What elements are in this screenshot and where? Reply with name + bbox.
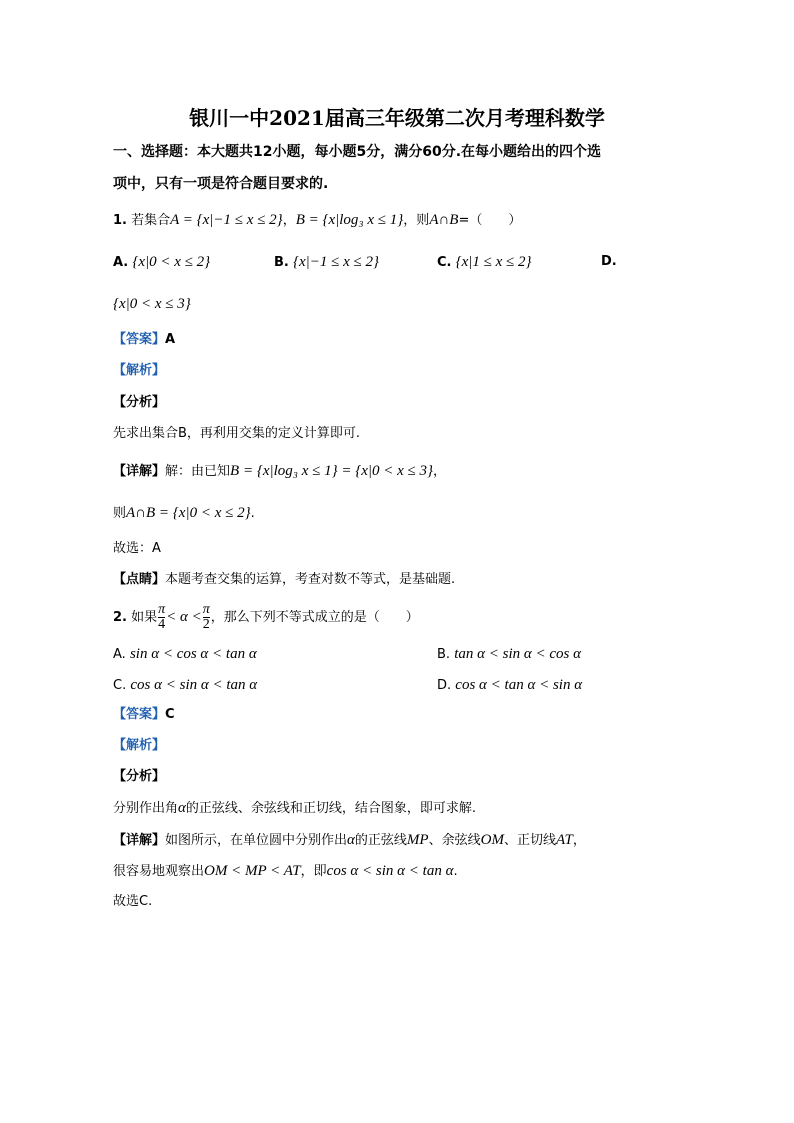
- q2-option-c: [113, 675, 257, 696]
- q2-option-c-label: C.: [113, 678, 127, 693]
- q1-option-c-label: C.: [437, 255, 452, 270]
- q1-stem-post: ，则: [403, 213, 430, 228]
- q2-answer-tag: 【答案】: [113, 707, 166, 722]
- q2-lt: < α <: [166, 609, 202, 625]
- q1-detail-pre: 解：由已知: [165, 464, 231, 479]
- q2-fenxi-alpha: α: [178, 800, 186, 816]
- q2-detail: [113, 830, 586, 851]
- q2-answer-value: C: [165, 707, 175, 722]
- q1-option-d-text: {x|0 < x ≤ 3}: [113, 296, 191, 312]
- q2-choose: 故选C.: [113, 894, 153, 909]
- q1-fenxi: [113, 393, 165, 413]
- q2-line2-mid: ，即: [300, 864, 327, 879]
- q1-detail: [113, 461, 446, 482]
- q2-option-a-label: A.: [113, 647, 126, 662]
- q1-paren: =（ ）: [458, 213, 522, 228]
- q2-option-d-text: cos α < tan α < sin α: [455, 677, 583, 693]
- q2-stem-post: ，那么下列不等式成立的是（ ）: [210, 610, 419, 625]
- q1-choose: 故选：A: [113, 541, 161, 556]
- q2-detail-text2: 的正弦线: [354, 833, 407, 848]
- q1-option-d-label-wrap: [601, 252, 617, 272]
- q1-option-c: [437, 252, 532, 273]
- q1-detail-2: [113, 503, 255, 524]
- q2-option-b: [437, 644, 581, 665]
- q1-dianjing-tag: 【点睛】: [113, 572, 166, 587]
- q2-answer: [113, 705, 175, 725]
- q2-frac1-den: 4: [158, 617, 166, 632]
- section-heading-line2: 项中，只有一项是符合题目要求的.: [113, 176, 329, 192]
- q1-answer-value: A: [165, 332, 176, 347]
- q2-detail-text1: 如图所示，在单位圆中分别作出: [165, 833, 348, 848]
- q1-option-a-text: {x|0 < x ≤ 2}: [132, 254, 211, 270]
- q2-fenxi-tag: 【分析】: [113, 769, 166, 784]
- q2-option-a-text: sin α < cos α < tan α: [129, 646, 257, 662]
- q2-option-b-text: tan α < sin α < cos α: [454, 646, 581, 662]
- q1-set-b: B = {x|log₃ x ≤ 1}: [295, 212, 404, 228]
- q2-fenxi-post: 的正弦线、余弦线和正切线，结合图象，即可求解.: [185, 801, 477, 816]
- q1-detail-post: ，: [433, 464, 447, 479]
- q2-fenxi: [113, 767, 165, 787]
- q2-line2-math: OM < MP < AT: [204, 863, 301, 879]
- q2-frac2-den: 2: [202, 617, 210, 632]
- q2-frac-pi-4: [158, 603, 165, 632]
- q1-set-a: A = {x|−1 ≤ x ≤ 2}: [170, 212, 283, 228]
- q1-option-b-label: B.: [274, 255, 289, 270]
- q2-option-d: [437, 675, 582, 696]
- q1-answer: [113, 330, 175, 350]
- q1-stem-pre: 若集合: [131, 213, 171, 228]
- q2-analysis: [113, 736, 165, 756]
- q1-detail-tag: 【详解】: [113, 464, 166, 479]
- q2-detail-text5: ，: [572, 833, 586, 848]
- q1-dianjing: [113, 570, 455, 590]
- page-title: 银川一中2021届高三年级第二次月考理科数学: [189, 106, 605, 130]
- q1-option-b: [274, 252, 379, 273]
- q1-detail2-post: .: [250, 506, 255, 521]
- q1-fenxi-text: 先求出集合B，再利用交集的定义计算即可.: [113, 426, 361, 441]
- q1-stem: [113, 210, 521, 231]
- q1-fenxi-tag: 【分析】: [113, 395, 166, 410]
- q2-line2-post: .: [453, 864, 458, 879]
- q2-option-c-text: cos α < sin α < tan α: [130, 677, 258, 693]
- q1-option-d: [113, 294, 191, 315]
- q2-detail-text4: 、正切线: [503, 833, 556, 848]
- q1-detail-math: B = {x|log₃ x ≤ 1} = {x|0 < x ≤ 3}: [230, 463, 434, 479]
- q1-option-c-text: {x|1 ≤ x ≤ 2}: [455, 254, 532, 270]
- q2-detail-2: [113, 861, 458, 882]
- q2-detail-om: OM: [480, 832, 504, 848]
- q1-comma: ，: [282, 213, 296, 228]
- q2-frac2-num: π: [202, 602, 210, 617]
- q1-expr: A∩B: [429, 212, 459, 228]
- q2-fenxi-text: [113, 798, 476, 819]
- q2-line2-pre: 很容易地观察出: [113, 864, 205, 879]
- q2-fenxi-pre: 分别作出角: [113, 801, 179, 816]
- q1-detail2-math: A∩B = {x|0 < x ≤ 2}: [126, 505, 251, 521]
- q1-detail2-pre: 则: [113, 506, 127, 521]
- q2-stem-pre: 如果: [131, 610, 158, 625]
- q2-analysis-tag: 【解析】: [113, 738, 166, 753]
- q2-option-a: [113, 644, 257, 665]
- q1-analysis: [113, 361, 165, 381]
- q2-line2-math2: cos α < sin α < tan α: [326, 863, 454, 879]
- q1-dianjing-text: 本题考查交集的运算，考查对数不等式，是基础题.: [165, 572, 456, 587]
- q2-detail-alpha: α: [347, 832, 355, 848]
- q2-option-b-label: B.: [437, 647, 451, 662]
- q2-frac1-num: π: [158, 602, 166, 617]
- q2-detail-at: AT: [555, 832, 573, 848]
- q2-number: 2.: [113, 610, 127, 625]
- section-heading-line1: 一、选择题：本大题共12小题，每小题5分，满分60分.在每小题给出的四个选: [113, 144, 602, 160]
- q1-analysis-tag: 【解析】: [113, 363, 166, 378]
- q1-option-d-label: D.: [601, 254, 617, 269]
- q1-answer-tag: 【答案】: [113, 332, 166, 347]
- q1-option-b-text: {x|−1 ≤ x ≤ 2}: [293, 254, 380, 270]
- q1-option-a: [113, 252, 210, 273]
- q2-detail-tag: 【详解】: [113, 833, 166, 848]
- q2-detail-text3: 、余弦线: [428, 833, 481, 848]
- q2-frac-pi-2: [203, 603, 210, 632]
- q1-number: 1.: [113, 213, 127, 228]
- q2-option-d-label: D.: [437, 678, 452, 693]
- q2-stem: [113, 603, 419, 632]
- q1-option-a-label: A.: [113, 255, 129, 270]
- q2-detail-mp: MP: [406, 832, 429, 848]
